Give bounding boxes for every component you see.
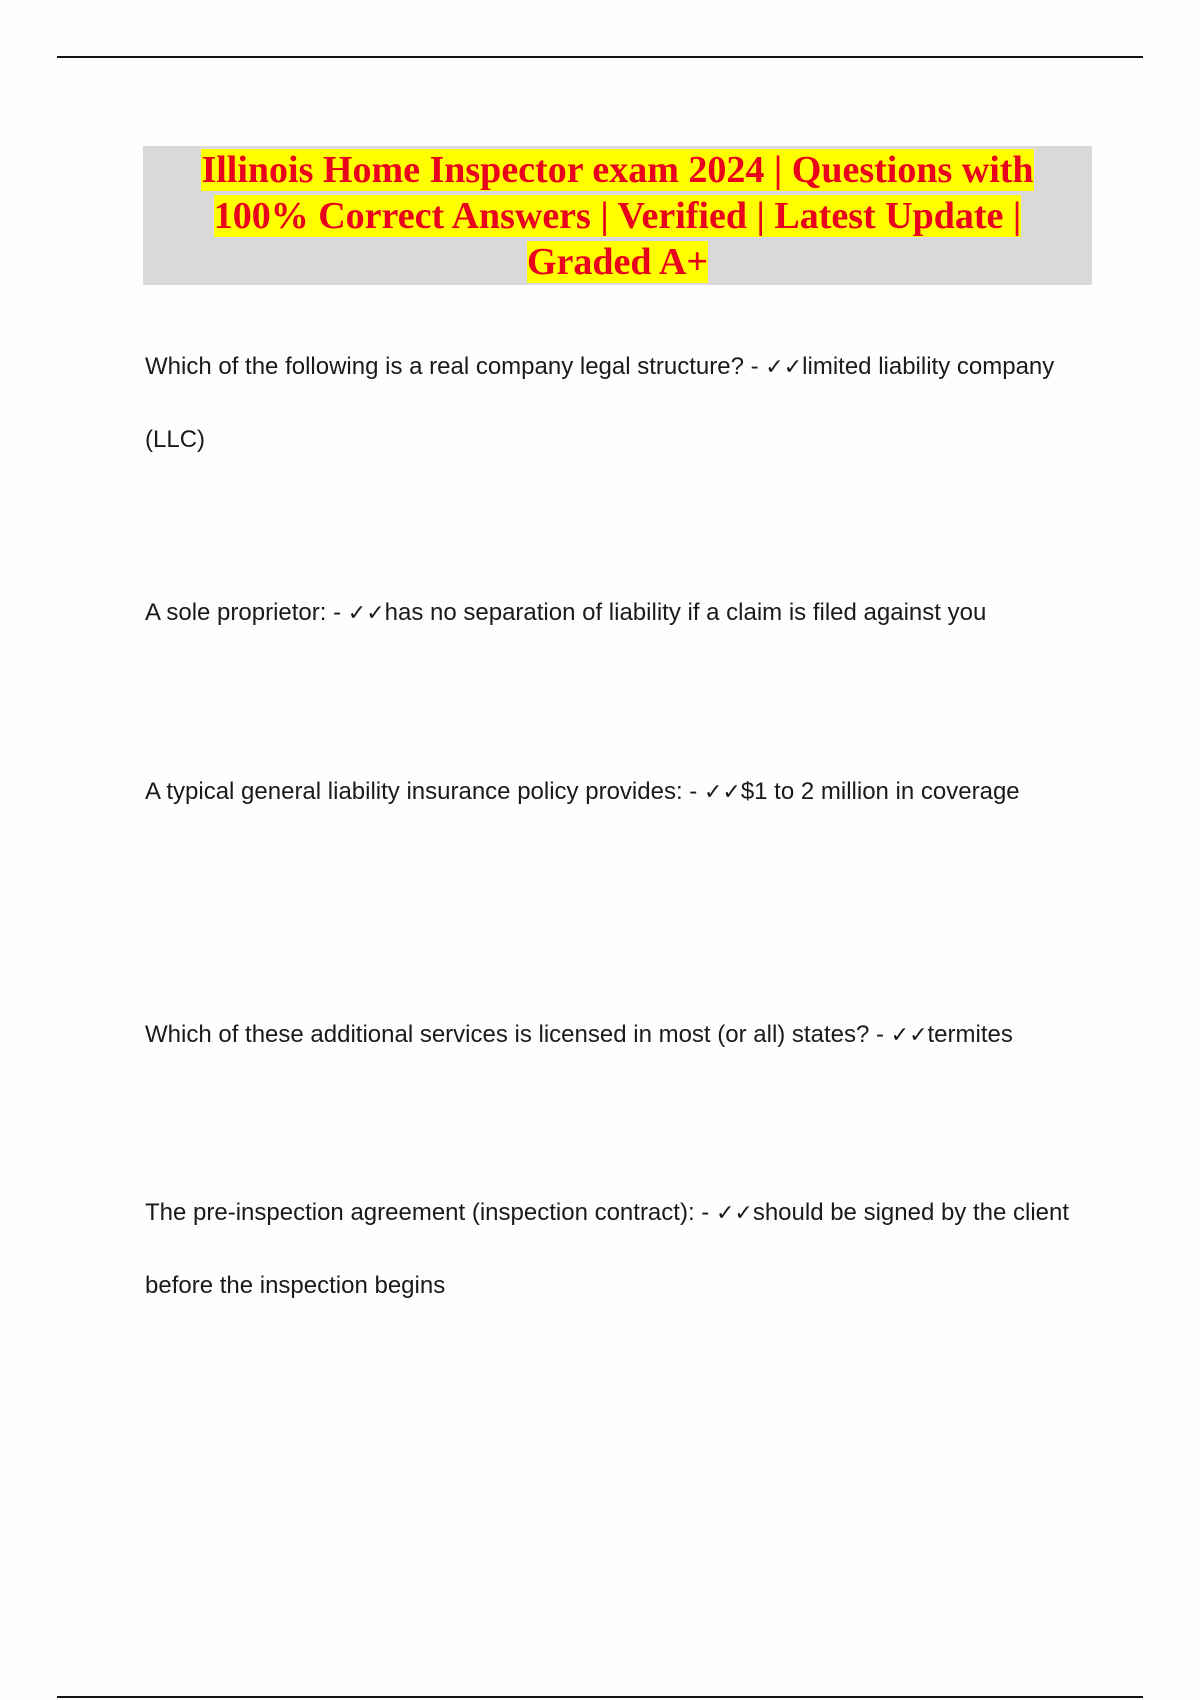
answer-text: has no separation of liability if a claim is filed against you bbox=[384, 599, 987, 626]
question-text: Which of these additional services is licensed in most (or all) states? - bbox=[145, 1021, 891, 1048]
question-text: The pre-inspection agreement (inspection contract): - bbox=[145, 1199, 716, 1226]
double-check-icon: ✓✓ bbox=[890, 1023, 928, 1048]
answer-text: $1 to 2 million in coverage bbox=[740, 778, 1020, 805]
qa-item-3 bbox=[145, 756, 1095, 829]
qa-item-5 bbox=[145, 1177, 1095, 1322]
footer-rule bbox=[57, 1696, 1143, 1698]
document-title-text: Illinois Home Inspector exam 2024 | Questions with 100% Correct Answers | Verified | Latest Update | Graded A+ bbox=[201, 148, 1034, 283]
double-check-icon: ✓✓ bbox=[765, 355, 803, 380]
header-rule bbox=[57, 56, 1143, 58]
qa-item-1 bbox=[145, 331, 1095, 476]
answer-text: limited liability company (LLC) bbox=[145, 353, 1055, 453]
answer-text: termites bbox=[927, 1021, 1013, 1048]
question-text: Which of the following is a real company legal structure? - bbox=[145, 353, 766, 380]
qa-item-4 bbox=[145, 999, 1095, 1072]
qa-item-2 bbox=[145, 577, 1095, 650]
double-check-icon: ✓✓ bbox=[347, 601, 385, 626]
document-title bbox=[158, 147, 1078, 285]
double-check-icon: ✓✓ bbox=[703, 780, 741, 805]
title-banner bbox=[143, 146, 1092, 285]
question-text: A sole proprietor: - bbox=[145, 599, 348, 626]
double-check-icon: ✓✓ bbox=[715, 1201, 753, 1226]
question-text: A typical general liability insurance policy provides: - bbox=[145, 778, 704, 805]
answer-text: should be signed by the client before the inspection begins bbox=[145, 1199, 1070, 1299]
